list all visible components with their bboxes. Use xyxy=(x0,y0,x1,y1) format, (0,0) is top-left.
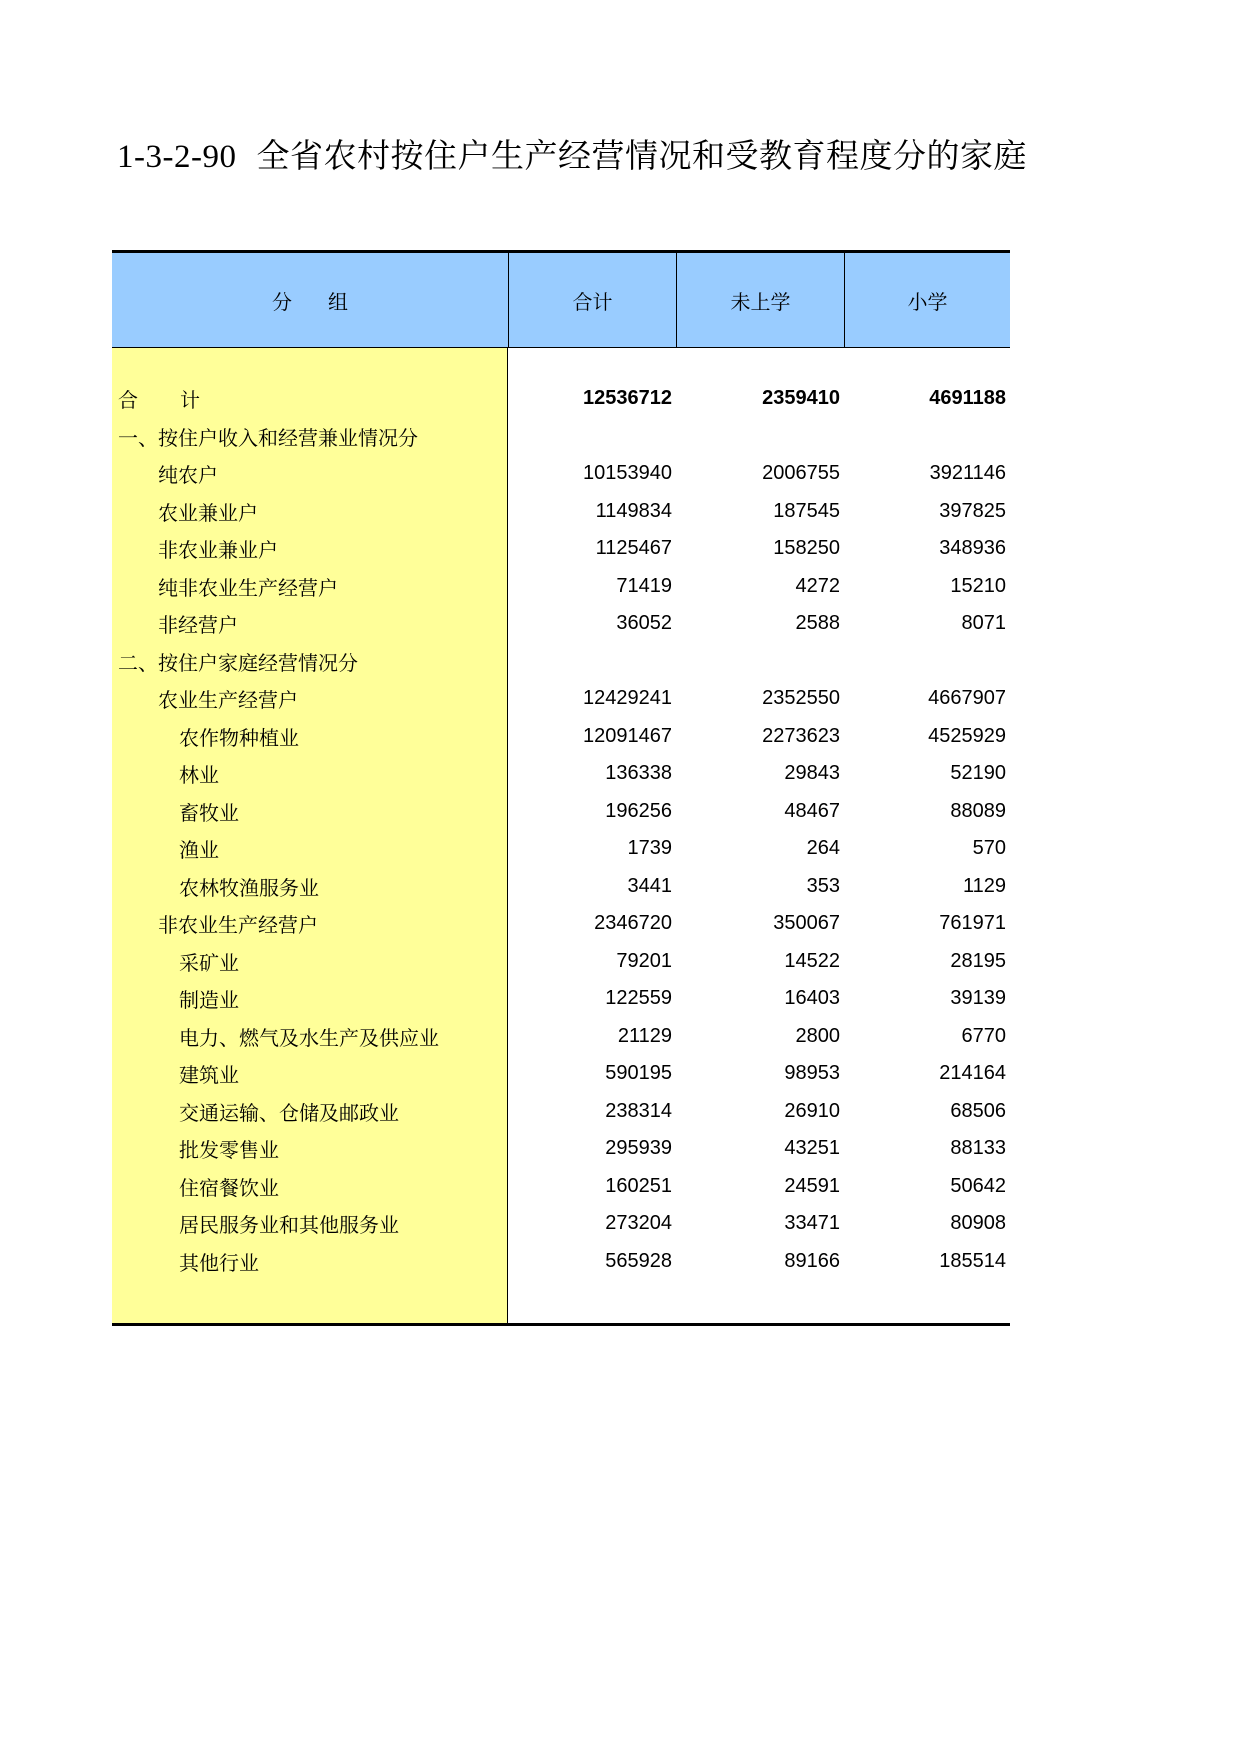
cell-primary: 15210 xyxy=(950,574,1006,597)
table-bottom-rule xyxy=(112,1323,1010,1326)
cell-total: 36052 xyxy=(616,612,672,635)
cell-total: 21129 xyxy=(617,1024,672,1047)
table-row xyxy=(112,605,1010,643)
table-row xyxy=(112,905,1010,943)
table-row xyxy=(112,830,1010,868)
cell-primary: 80908 xyxy=(950,1212,1006,1235)
cell-primary: 88089 xyxy=(950,799,1006,822)
row-label: 农业生产经营户 xyxy=(158,688,298,713)
cell-total: 1125467 xyxy=(595,537,672,560)
cell-no-school: 158250 xyxy=(773,537,840,560)
cell-primary: 1129 xyxy=(962,874,1006,897)
cell-no-school: 14522 xyxy=(784,949,840,972)
table-row xyxy=(112,1130,1010,1168)
table-row xyxy=(112,980,1010,1018)
cell-primary: 6770 xyxy=(961,1024,1006,1047)
cell-primary: 4525929 xyxy=(928,724,1006,747)
row-label: 一、按住户收入和经营兼业情况分 xyxy=(118,425,418,450)
row-label: 纯非农业生产经营户 xyxy=(158,575,338,600)
cell-total: 295939 xyxy=(605,1137,672,1160)
cell-no-school: 2588 xyxy=(795,612,840,635)
table-row xyxy=(112,1243,1010,1281)
cell-no-school: 33471 xyxy=(784,1212,840,1235)
cell-total: 590195 xyxy=(605,1062,672,1085)
header-primary: 小学 xyxy=(844,253,1010,347)
cell-no-school: 2006755 xyxy=(762,462,840,485)
row-label: 渔业 xyxy=(179,838,219,863)
cell-primary: 570 xyxy=(972,837,1006,860)
table-row-section xyxy=(112,418,1010,456)
page-title xyxy=(117,130,1027,177)
cell-no-school: 43251 xyxy=(784,1137,840,1160)
table-row xyxy=(112,1168,1010,1206)
cell-no-school: 350067 xyxy=(773,912,840,935)
table-row xyxy=(112,455,1010,493)
cell-no-school: 2352550 xyxy=(762,687,840,710)
row-label: 农作物种植业 xyxy=(179,725,299,750)
table-row xyxy=(112,680,1010,718)
row-label: 林业 xyxy=(179,763,219,788)
cell-total: 1739 xyxy=(627,837,672,860)
cell-primary: 39139 xyxy=(950,987,1006,1010)
row-label: 采矿业 xyxy=(179,950,239,975)
table-row xyxy=(112,1018,1010,1056)
cell-primary: 348936 xyxy=(939,537,1006,560)
table-row xyxy=(112,793,1010,831)
cell-total: 160251 xyxy=(605,1174,672,1197)
row-label: 交通运输、仓储及邮政业 xyxy=(179,1100,399,1125)
row-label: 二、按住户家庭经营情况分 xyxy=(118,650,358,675)
cell-total: 196256 xyxy=(605,799,672,822)
cell-no-school: 98953 xyxy=(784,1062,840,1085)
row-label: 农业兼业户 xyxy=(158,500,258,525)
table-row xyxy=(112,1205,1010,1243)
cell-primary: 28195 xyxy=(950,949,1006,972)
table-code: 1-3-2-90 xyxy=(117,139,237,175)
table-title: 全省农村按住户生产经营情况和受教育程度分的家庭 xyxy=(256,136,1027,175)
table-rows xyxy=(112,380,1010,1280)
cell-total: 3441 xyxy=(627,874,672,897)
cell-total: 273204 xyxy=(605,1212,672,1235)
row-label: 合计 xyxy=(118,388,242,413)
header-group: 分组 xyxy=(272,289,384,314)
cell-no-school: 26910 xyxy=(784,1099,840,1122)
cell-no-school: 2273623 xyxy=(762,724,840,747)
table-row xyxy=(112,530,1010,568)
cell-no-school: 4272 xyxy=(795,574,840,597)
table-row xyxy=(112,755,1010,793)
header-total: 合计 xyxy=(508,253,676,347)
cell-no-school: 187545 xyxy=(773,499,840,522)
cell-primary: 88133 xyxy=(950,1137,1006,1160)
cell-primary: 68506 xyxy=(950,1099,1006,1122)
cell-primary: 4667907 xyxy=(928,687,1006,710)
cell-no-school: 48467 xyxy=(784,799,840,822)
cell-primary: 761971 xyxy=(939,912,1006,935)
table-row xyxy=(112,1093,1010,1131)
cell-total: 238314 xyxy=(605,1099,672,1122)
table-body xyxy=(112,348,1010,1323)
row-label: 建筑业 xyxy=(179,1063,239,1088)
cell-total: 71419 xyxy=(616,574,672,597)
cell-total: 122559 xyxy=(605,987,672,1010)
cell-no-school: 16403 xyxy=(784,987,840,1010)
row-label: 农林牧渔服务业 xyxy=(179,875,319,900)
cell-total: 10153940 xyxy=(583,462,672,485)
table-header xyxy=(112,253,1010,348)
cell-no-school: 29843 xyxy=(784,762,840,785)
row-label: 居民服务业和其他服务业 xyxy=(179,1213,399,1238)
table-row xyxy=(112,493,1010,531)
cell-no-school: 89166 xyxy=(784,1249,840,1272)
row-label: 住宿餐饮业 xyxy=(179,1175,279,1200)
cell-no-school: 2800 xyxy=(795,1024,840,1047)
header-no-school: 未上学 xyxy=(676,253,844,347)
row-label: 非农业生产经营户 xyxy=(158,913,318,938)
cell-total: 565928 xyxy=(605,1249,672,1272)
row-label: 纯农户 xyxy=(158,463,218,488)
table-row xyxy=(112,1055,1010,1093)
cell-no-school: 353 xyxy=(806,874,840,897)
row-label: 畜牧业 xyxy=(179,800,239,825)
table-row xyxy=(112,943,1010,981)
table-row xyxy=(112,868,1010,906)
cell-primary: 8071 xyxy=(961,612,1006,635)
cell-no-school: 24591 xyxy=(784,1174,840,1197)
cell-total: 79201 xyxy=(616,949,672,972)
row-label: 制造业 xyxy=(179,988,239,1013)
table-row-total xyxy=(112,380,1010,418)
row-label: 电力、燃气及水生产及供应业 xyxy=(179,1025,439,1050)
row-label: 非经营户 xyxy=(158,613,238,638)
cell-total: 12091467 xyxy=(583,724,672,747)
cell-primary: 3921146 xyxy=(929,462,1006,485)
cell-primary: 4691188 xyxy=(929,387,1006,410)
cell-total: 12429241 xyxy=(583,687,672,710)
cell-total: 1149834 xyxy=(595,499,672,522)
cell-primary: 185514 xyxy=(939,1249,1006,1272)
cell-total: 136338 xyxy=(605,762,672,785)
cell-primary: 397825 xyxy=(939,499,1006,522)
table-row-section xyxy=(112,643,1010,681)
cell-primary: 50642 xyxy=(950,1174,1006,1197)
cell-primary: 214164 xyxy=(939,1062,1006,1085)
cell-primary: 52190 xyxy=(950,762,1006,785)
cell-total: 2346720 xyxy=(594,912,672,935)
row-label: 批发零售业 xyxy=(179,1138,279,1163)
cell-no-school: 264 xyxy=(806,837,840,860)
cell-total: 12536712 xyxy=(583,387,672,410)
cell-no-school: 2359410 xyxy=(762,387,840,410)
table-row xyxy=(112,718,1010,756)
table-row xyxy=(112,568,1010,606)
row-label: 其他行业 xyxy=(179,1250,259,1275)
row-label: 非农业兼业户 xyxy=(158,538,278,563)
